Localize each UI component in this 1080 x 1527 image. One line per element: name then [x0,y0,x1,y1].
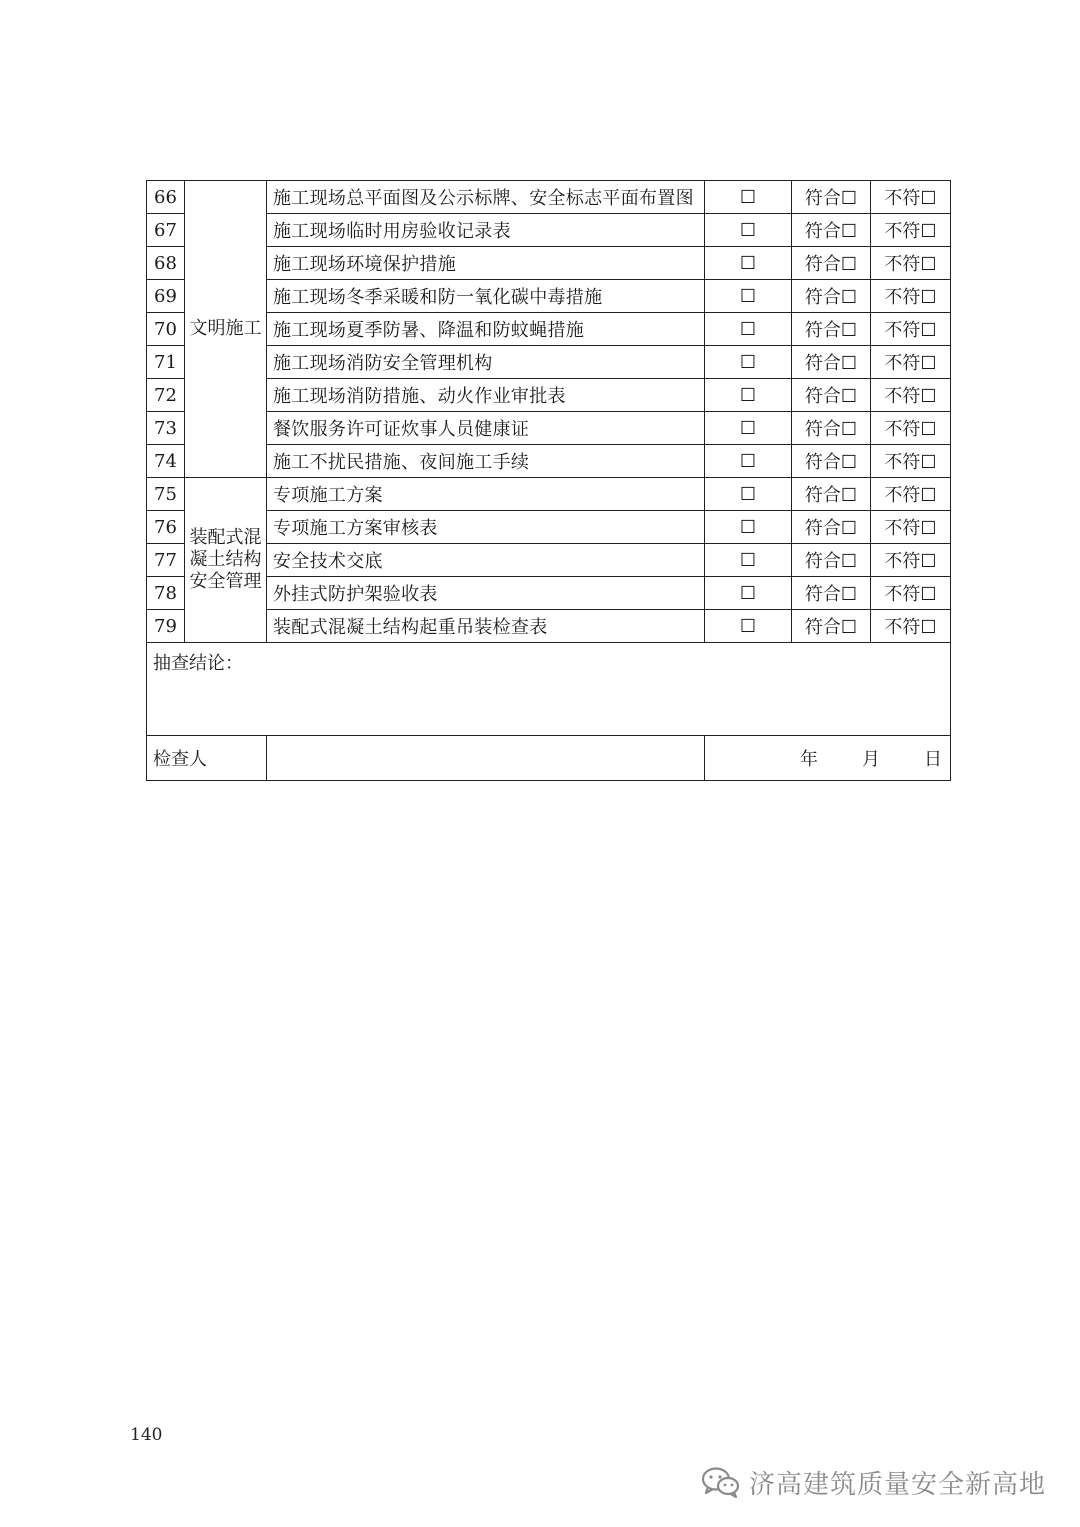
submitted-checkbox[interactable]: ☐ [705,181,792,214]
checklist-row [147,610,951,643]
checklist-row [147,478,951,511]
inspection-checklist-table [146,180,951,781]
nonconform-checkbox[interactable]: 不符☐ [871,214,951,247]
submitted-checkbox[interactable]: ☐ [705,313,792,346]
conform-checkbox[interactable]: 符合☐ [792,313,871,346]
nonconform-checkbox[interactable]: 不符☐ [871,379,951,412]
checklist-row [147,214,951,247]
conform-checkbox[interactable]: 符合☐ [792,610,871,643]
inspector-label: 检查人 [147,736,267,781]
item-number: 68 [147,247,185,280]
item-description: 施工现场环境保护措施 [267,247,705,280]
checklist-footer-rows [147,643,951,781]
item-number: 69 [147,280,185,313]
category-cell: 文明施工 [185,181,267,478]
submitted-checkbox[interactable]: ☐ [705,577,792,610]
conform-checkbox[interactable]: 符合☐ [792,412,871,445]
checklist-body [147,181,951,643]
nonconform-checkbox[interactable]: 不符☐ [871,577,951,610]
checklist-row [147,379,951,412]
item-number: 76 [147,511,185,544]
item-description: 施工不扰民措施、夜间施工手续 [267,445,705,478]
item-description: 专项施工方案审核表 [267,511,705,544]
item-description: 施工现场临时用房验收记录表 [267,214,705,247]
date-month-label: 月 [862,749,880,770]
date-day-label: 日 [924,749,942,770]
item-description: 安全技术交底 [267,544,705,577]
conform-checkbox[interactable]: 符合☐ [792,478,871,511]
checklist-row [147,511,951,544]
conform-checkbox[interactable]: 符合☐ [792,577,871,610]
submitted-checkbox[interactable]: ☐ [705,247,792,280]
item-description: 装配式混凝土结构起重吊装检查表 [267,610,705,643]
nonconform-checkbox[interactable]: 不符☐ [871,280,951,313]
checklist-row [147,280,951,313]
nonconform-checkbox[interactable]: 不符☐ [871,313,951,346]
submitted-checkbox[interactable]: ☐ [705,280,792,313]
checklist-row [147,544,951,577]
submitted-checkbox[interactable]: ☐ [705,346,792,379]
conform-checkbox[interactable]: 符合☐ [792,181,871,214]
checklist-row [147,577,951,610]
page-number: 140 [130,1425,163,1445]
category-cell: 装配式混凝土结构安全管理 [185,478,267,643]
checklist-row [147,181,951,214]
inspector-row [147,736,951,781]
item-description: 餐饮服务许可证炊事人员健康证 [267,412,705,445]
item-number: 75 [147,478,185,511]
submitted-checkbox[interactable]: ☐ [705,214,792,247]
conclusion-label: 抽查结论： [153,653,243,674]
item-description: 专项施工方案 [267,478,705,511]
item-description: 施工现场消防措施、动火作业审批表 [267,379,705,412]
item-number: 71 [147,346,185,379]
nonconform-checkbox[interactable]: 不符☐ [871,247,951,280]
conform-checkbox[interactable]: 符合☐ [792,247,871,280]
item-description: 施工现场总平面图及公示标牌、安全标志平面布置图 [267,181,705,214]
nonconform-checkbox[interactable]: 不符☐ [871,412,951,445]
item-description: 施工现场消防安全管理机构 [267,346,705,379]
date-year-label: 年 [800,749,818,770]
item-number: 67 [147,214,185,247]
inspector-signature-field[interactable] [267,736,705,781]
submitted-checkbox[interactable]: ☐ [705,610,792,643]
item-number: 79 [147,610,185,643]
item-number: 77 [147,544,185,577]
nonconform-checkbox[interactable]: 不符☐ [871,511,951,544]
conform-checkbox[interactable]: 符合☐ [792,280,871,313]
checklist-row [147,247,951,280]
nonconform-checkbox[interactable]: 不符☐ [871,346,951,379]
conform-checkbox[interactable]: 符合☐ [792,346,871,379]
checklist-row [147,346,951,379]
item-description: 施工现场夏季防暑、降温和防蚊蝇措施 [267,313,705,346]
nonconform-checkbox[interactable]: 不符☐ [871,610,951,643]
item-number: 66 [147,181,185,214]
item-number: 70 [147,313,185,346]
watermark [701,1462,1046,1502]
conform-checkbox[interactable]: 符合☐ [792,445,871,478]
item-number: 73 [147,412,185,445]
conclusion-row [147,643,951,736]
item-number: 78 [147,577,185,610]
date-field[interactable] [705,736,951,781]
checklist-row [147,412,951,445]
checklist-row [147,445,951,478]
nonconform-checkbox[interactable]: 不符☐ [871,445,951,478]
conform-checkbox[interactable]: 符合☐ [792,214,871,247]
conform-checkbox[interactable]: 符合☐ [792,511,871,544]
nonconform-checkbox[interactable]: 不符☐ [871,478,951,511]
submitted-checkbox[interactable]: ☐ [705,379,792,412]
item-description: 外挂式防护架验收表 [267,577,705,610]
checklist-row [147,313,951,346]
item-number: 72 [147,379,185,412]
conform-checkbox[interactable]: 符合☐ [792,379,871,412]
conclusion-field[interactable] [147,643,951,736]
submitted-checkbox[interactable]: ☐ [705,412,792,445]
item-description: 施工现场冬季采暖和防一氧化碳中毒措施 [267,280,705,313]
item-number: 74 [147,445,185,478]
nonconform-checkbox[interactable]: 不符☐ [871,544,951,577]
watermark-text: 济高建筑质量安全新高地 [748,1469,1046,1500]
submitted-checkbox[interactable]: ☐ [705,478,792,511]
submitted-checkbox[interactable]: ☐ [705,445,792,478]
nonconform-checkbox[interactable]: 不符☐ [871,181,951,214]
conform-checkbox[interactable]: 符合☐ [792,544,871,577]
wechat-icon [701,1466,741,1498]
submitted-checkbox[interactable]: ☐ [705,511,792,544]
submitted-checkbox[interactable]: ☐ [705,544,792,577]
